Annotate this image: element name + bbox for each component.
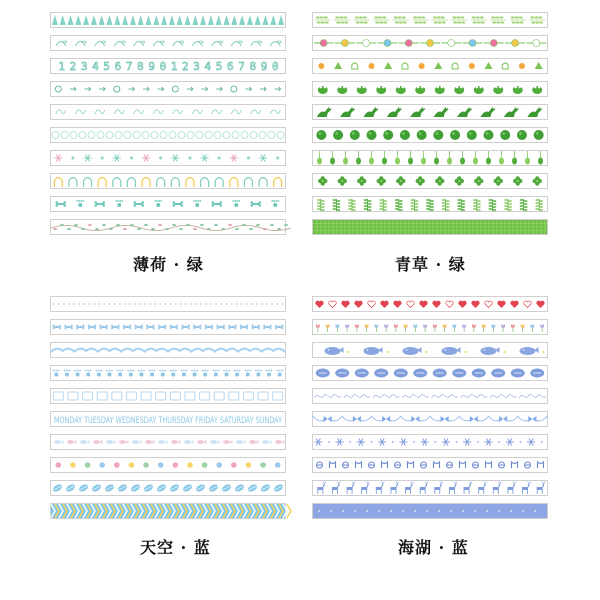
script-pattern xyxy=(313,389,547,403)
tape-strip-flowers xyxy=(312,35,548,51)
tape-strip-clouds xyxy=(50,342,286,358)
bow-pattern xyxy=(51,320,285,334)
solid-blue-pattern xyxy=(313,504,547,518)
washi-set-grass-green xyxy=(312,12,548,242)
tape-strip-fish xyxy=(50,434,286,450)
arrow-pattern xyxy=(51,82,285,96)
plant-pattern xyxy=(313,197,547,211)
tape-strip-circles xyxy=(50,127,286,143)
weekday-pattern xyxy=(51,412,285,426)
tape-strip-clovers xyxy=(312,173,548,189)
whale-pattern xyxy=(313,343,547,357)
washi-set-sky-blue xyxy=(50,296,286,526)
ribbon-bow-pattern xyxy=(313,412,547,426)
tape-strip-solid-blue xyxy=(312,503,548,519)
tape-strip-frames xyxy=(50,388,286,404)
tape-strip-speech-bubbles xyxy=(312,365,548,381)
washi-set-mint-green xyxy=(50,12,286,242)
tape-strip-swirls xyxy=(50,104,286,120)
vine-pattern xyxy=(51,220,285,234)
pastel-dot-pattern xyxy=(51,458,285,472)
frog-pattern xyxy=(313,82,547,96)
tape-strip-leaves xyxy=(50,35,286,51)
clover-pattern xyxy=(313,174,547,188)
leaf-branch-pattern xyxy=(313,13,547,27)
tape-strip-feathers xyxy=(50,480,286,496)
tape-strip-dots xyxy=(50,296,286,312)
arch-pattern xyxy=(51,174,285,188)
tape-strip-weekdays xyxy=(50,411,286,427)
tape-strip-digits xyxy=(50,58,286,74)
shape-pattern xyxy=(313,59,547,73)
flower-pattern xyxy=(313,36,547,50)
frame-pattern xyxy=(51,389,285,403)
tape-strip-hearts xyxy=(312,296,548,312)
digits-text: 1 2 3 4 5 6 7 8 9 0 1 2 3 4 5 6 7 8 9 0 xyxy=(58,60,278,73)
caption-mint-green: 薄荷 · 绿 xyxy=(133,255,204,274)
hanging-leaf-pattern xyxy=(313,151,547,165)
braid-pattern xyxy=(51,504,285,518)
caption-sky-blue: 天空 · 蓝 xyxy=(140,538,211,557)
snowflake-pattern xyxy=(51,151,285,165)
tape-strip-vine xyxy=(50,219,286,235)
tape-strip-frogs xyxy=(312,81,548,97)
leaf-pattern xyxy=(51,36,285,50)
fish-pattern xyxy=(51,435,285,449)
cloud-pattern xyxy=(51,343,285,357)
tape-strip-dinosaurs xyxy=(312,104,548,120)
tape-strip-trees xyxy=(50,12,286,28)
tape-strip-paws-bones xyxy=(50,196,286,212)
speech-bubble-pattern xyxy=(313,366,547,380)
tape-strip-snowflakes-blue xyxy=(312,434,548,450)
grid-pattern xyxy=(313,220,547,234)
caption-grass-green: 青草 · 绿 xyxy=(395,255,466,274)
digits-pattern xyxy=(51,59,285,73)
tape-strip-arrows xyxy=(50,81,286,97)
tape-strip-braid xyxy=(50,503,286,519)
tape-strip-leaf-branches xyxy=(312,12,548,28)
tree-pattern xyxy=(51,13,285,27)
tape-strip-snowflakes xyxy=(50,150,286,166)
swirl-pattern xyxy=(51,105,285,119)
circle-chain-pattern xyxy=(51,128,285,142)
tape-strip-shapes xyxy=(312,58,548,74)
tape-strip-bushes xyxy=(312,127,548,143)
dinosaur-pattern xyxy=(313,105,547,119)
feather-pattern xyxy=(51,481,285,495)
dot-pattern xyxy=(51,297,285,311)
bush-pattern xyxy=(313,128,547,142)
tape-strip-whales xyxy=(312,342,548,358)
tape-strip-deer xyxy=(312,480,548,496)
paw-pattern xyxy=(51,366,285,380)
tape-strip-zodiac xyxy=(312,457,548,473)
washi-set-sea-blue xyxy=(312,296,548,526)
tape-strip-script xyxy=(312,388,548,404)
tape-strip-grid xyxy=(312,219,548,235)
heart-pattern xyxy=(313,297,547,311)
tape-strip-ribbon-bows xyxy=(312,411,548,427)
snowflake-blue-pattern xyxy=(313,435,547,449)
paw-bone-pattern xyxy=(51,197,285,211)
tape-strip-plants xyxy=(312,196,548,212)
caption-sea-blue: 海湖 · 蓝 xyxy=(398,538,469,557)
tape-strip-hanging-leaves xyxy=(312,150,548,166)
tape-strip-tulips xyxy=(312,319,548,335)
tape-strip-bows xyxy=(50,319,286,335)
deer-pattern xyxy=(313,481,547,495)
tape-strip-paws xyxy=(50,365,286,381)
tape-strip-pastel-dots xyxy=(50,457,286,473)
zodiac-pattern xyxy=(313,458,547,472)
tape-strip-arches xyxy=(50,173,286,189)
tulip-pattern xyxy=(313,320,547,334)
weekday-text: MONDAY TUESDAY WEDNESDAY THURSDAY FRIDAY SATURDAY SUNDAY xyxy=(54,416,283,426)
